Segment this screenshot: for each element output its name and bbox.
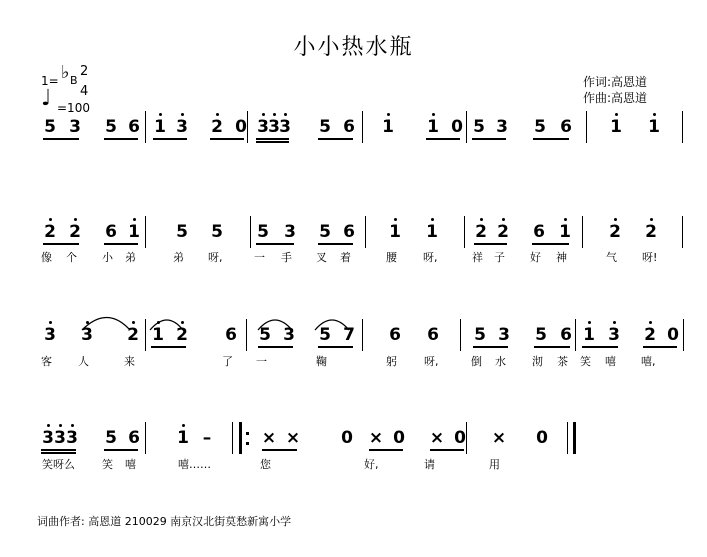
lyric-syllable: 呀, [423, 251, 438, 264]
octave-dot [502, 218, 505, 221]
octave-dot [159, 113, 162, 116]
song-title: 小小热水瓶 [293, 35, 414, 60]
score-note: 2 [127, 325, 139, 345]
octave-dot [181, 113, 184, 116]
score-note: 1 [426, 222, 438, 242]
key-letter: B [70, 74, 78, 87]
barline [586, 111, 587, 143]
score-note: 6 [128, 428, 140, 448]
lyric-syllable: 嘻 [605, 355, 616, 368]
octave-dot [262, 113, 265, 116]
score-note: 5 [319, 325, 331, 345]
score-note: 5 [211, 222, 223, 242]
barline [362, 111, 363, 143]
lyric-syllable: 神 [556, 251, 567, 264]
beam-underline [533, 138, 569, 140]
octave-dot [564, 218, 567, 221]
beam-underline [41, 449, 76, 451]
key-one-label: 1= [41, 74, 59, 88]
footer-credit: 词曲作者: 高恩道 210029 南京汉北街莫愁新寓小学 [37, 515, 292, 528]
score-note: 1 [177, 428, 189, 448]
score-note: 1 [427, 117, 439, 137]
tempo-marking: =100 [57, 101, 90, 115]
octave-dot [59, 424, 62, 427]
final-barline [567, 422, 568, 454]
octave-dot [650, 218, 653, 221]
lyric-syllable: 小 [102, 251, 113, 264]
octave-dot [182, 424, 185, 427]
octave-dot [49, 218, 52, 221]
lyric-syllable: 弟 [125, 251, 136, 264]
score-note: 3 [257, 117, 269, 137]
octave-dot [71, 424, 74, 427]
beam-underline [262, 449, 297, 451]
score-note: × [285, 428, 301, 448]
barline [250, 216, 251, 248]
beam-underline [151, 346, 186, 348]
score-note: 2 [644, 325, 656, 345]
score-note: 7 [343, 325, 355, 345]
lyric-syllable: 请 [424, 458, 435, 471]
score-note: 0 [536, 428, 548, 448]
beam-underline [532, 243, 569, 245]
score-note: 6 [560, 117, 572, 137]
score-note: 6 [343, 117, 355, 137]
octave-dot [157, 321, 160, 324]
score-note: 1 [389, 222, 401, 242]
octave-dot [387, 113, 390, 116]
lyric-syllable: 倒 [471, 355, 482, 368]
score-note: 3 [81, 325, 93, 345]
score-note: 5 [105, 117, 117, 137]
score-note: 3 [176, 117, 188, 137]
barline [466, 422, 467, 454]
score-note: 3 [268, 117, 280, 137]
score-note: 5 [473, 117, 485, 137]
barline [145, 216, 146, 248]
beam-underline [369, 449, 403, 451]
score-note: 5 [44, 117, 56, 137]
score-note: 3 [608, 325, 620, 345]
lyric-syllable: 鞠 [316, 355, 327, 368]
score-note: 6 [533, 222, 545, 242]
score-note: 5 [535, 325, 547, 345]
final-thick-barline [573, 422, 576, 454]
barline [246, 319, 247, 351]
score-note: 0 [393, 428, 405, 448]
score-note: 3 [44, 325, 56, 345]
score-note: 6 [225, 325, 237, 345]
beam-underline [258, 346, 293, 348]
score-note: 1 [583, 325, 595, 345]
lyric-syllable: 嘻, [641, 355, 656, 368]
octave-dot [74, 218, 77, 221]
beam-underline [318, 243, 353, 245]
beam-underline [210, 138, 244, 140]
barline [232, 422, 233, 454]
octave-dot [431, 218, 434, 221]
beam-underline [43, 138, 79, 140]
lyric-syllable: 叉 [316, 251, 327, 264]
score-note: 3 [496, 117, 508, 137]
barline [247, 111, 248, 143]
lyric-syllable: 个 [66, 251, 77, 264]
lyric-syllable: 腰 [386, 251, 397, 264]
score-note: 5 [257, 222, 269, 242]
lyric-syllable: 您 [260, 458, 271, 471]
lyric-syllable: 了 [222, 355, 233, 368]
beam-underline [104, 243, 138, 245]
score-note: 0 [454, 428, 466, 448]
score-note: × [491, 428, 507, 448]
octave-dot [614, 218, 617, 221]
barline [464, 216, 465, 248]
score-note: 5 [534, 117, 546, 137]
score-note: 5 [319, 117, 331, 137]
score-note: 5 [474, 325, 486, 345]
beam-underline [318, 138, 353, 140]
score-note: 3 [283, 325, 295, 345]
composer-credit: 作曲:高恩道 [583, 91, 648, 105]
time-signature-top: 2 [80, 64, 89, 79]
score-note: 3 [279, 117, 291, 137]
score-note: 1 [648, 117, 660, 137]
score-note: 3 [498, 325, 510, 345]
lyric-syllable: 躬 [386, 355, 397, 368]
octave-dot [273, 113, 276, 116]
score-note: 3 [284, 222, 296, 242]
lyric-syllable: 呀! [642, 251, 658, 264]
octave-dot [649, 321, 652, 324]
score-note: × [429, 428, 445, 448]
barline [466, 111, 467, 143]
beam-underline [43, 243, 79, 245]
lyric-syllable: 像 [41, 251, 52, 264]
score-note: 6 [343, 222, 355, 242]
score-note: 2 [69, 222, 81, 242]
barline [365, 216, 366, 248]
score-note: 2 [176, 325, 188, 345]
octave-dot [480, 218, 483, 221]
beam-underline [153, 138, 187, 140]
score-note: 6 [128, 117, 140, 137]
lyric-syllable: 茶 [557, 355, 568, 368]
beam-underline [643, 346, 677, 348]
repeat-dot [246, 442, 249, 445]
barline [575, 319, 576, 351]
score-note: 1 [559, 222, 571, 242]
score-note: × [368, 428, 384, 448]
lyric-syllable: 一 [256, 355, 267, 368]
beam-underline [473, 346, 508, 348]
barline [682, 216, 683, 248]
lyric-syllable: 来 [124, 355, 135, 368]
score-note: 3 [66, 428, 78, 448]
octave-dot [49, 321, 52, 324]
octave-dot [394, 218, 397, 221]
octave-dot [284, 113, 287, 116]
octave-dot [133, 218, 136, 221]
octave-dot [216, 113, 219, 116]
octave-dot [432, 113, 435, 116]
lyric-syllable: 着 [340, 251, 351, 264]
score-note: 2 [475, 222, 487, 242]
time-signature-bottom: 4 [80, 84, 89, 99]
beam-underline [430, 449, 464, 451]
quarter-note-icon: ♩ [41, 86, 52, 111]
score-note: 6 [427, 325, 439, 345]
lyric-syllable: 客 [41, 355, 52, 368]
lyric-syllable: 呀, [208, 251, 223, 264]
octave-dot [588, 321, 591, 324]
score-note: 0 [341, 428, 353, 448]
lyric-syllable: 用 [489, 458, 500, 471]
octave-dot [132, 321, 135, 324]
lyric-syllable: 子 [494, 251, 505, 264]
lyric-syllable: 祥 [472, 251, 483, 264]
beam-underline [256, 138, 289, 140]
score-note: 2 [44, 222, 56, 242]
lyric-syllable: 沏 [532, 355, 543, 368]
lyric-syllable: 一 [254, 251, 265, 264]
beam-underline [256, 141, 289, 143]
score-note: 1 [154, 117, 166, 137]
lyric-syllable: 气 [606, 251, 617, 264]
beam-underline [426, 138, 460, 140]
octave-dot [47, 424, 50, 427]
barline [145, 319, 146, 351]
octave-dot [181, 321, 184, 324]
score-note: 0 [667, 325, 679, 345]
beam-underline [534, 346, 570, 348]
lyric-syllable: 弟 [173, 251, 184, 264]
score-note: 2 [497, 222, 509, 242]
lyric-syllable: 笑 [102, 458, 113, 471]
score-note: 1 [382, 117, 394, 137]
lyric-syllable: 好 [530, 251, 541, 264]
score-note: 3 [54, 428, 66, 448]
score-note: 1 [610, 117, 622, 137]
score-note: 1 [152, 325, 164, 345]
score-note: 3 [69, 117, 81, 137]
lyric-syllable: 笑 [580, 355, 591, 368]
octave-dot [613, 321, 616, 324]
beam-underline [256, 243, 294, 245]
barline [145, 422, 146, 454]
lyric-syllable: 嘻 [125, 458, 136, 471]
score-note: 5 [259, 325, 271, 345]
score-note: 3 [42, 428, 54, 448]
thick-barline [239, 422, 242, 454]
score-note: 5 [105, 428, 117, 448]
score-note: 0 [451, 117, 463, 137]
score-note: 0 [235, 117, 247, 137]
flat-symbol: ♭ [61, 62, 70, 83]
barline [682, 111, 683, 143]
barline [683, 319, 684, 351]
lyric-syllable: 笑呀么 [42, 458, 75, 471]
octave-dot [653, 113, 656, 116]
beam-underline [104, 138, 138, 140]
score-note: 5 [319, 222, 331, 242]
lyric-syllable: 人 [78, 355, 89, 368]
lyric-syllable: 手 [281, 251, 292, 264]
score-note: 5 [176, 222, 188, 242]
beam-underline [472, 138, 506, 140]
barline [460, 319, 461, 351]
score-note: × [261, 428, 277, 448]
barline [145, 111, 146, 143]
beam-underline [41, 452, 76, 454]
lyric-syllable: 水 [495, 355, 506, 368]
octave-dot [615, 113, 618, 116]
lyric-syllable: 好, [364, 458, 379, 471]
beam-underline [104, 449, 138, 451]
octave-dot [86, 321, 89, 324]
score-note: 6 [105, 222, 117, 242]
barline [362, 319, 363, 351]
score-note: 2 [609, 222, 621, 242]
barline [582, 216, 583, 248]
lyric-syllable: 呀, [424, 355, 439, 368]
score-note: 6 [389, 325, 401, 345]
repeat-dot [246, 432, 249, 435]
beam-underline [474, 243, 507, 245]
score-note: 2 [211, 117, 223, 137]
lyric-syllable: 嘻…… [178, 458, 211, 471]
beam-underline [582, 346, 618, 348]
score-note: 1 [128, 222, 140, 242]
lyricist-credit: 作词:高恩道 [583, 75, 648, 89]
score-note: 6 [560, 325, 572, 345]
score-note: 2 [645, 222, 657, 242]
beam-underline [318, 346, 353, 348]
score-note: – [202, 428, 212, 448]
